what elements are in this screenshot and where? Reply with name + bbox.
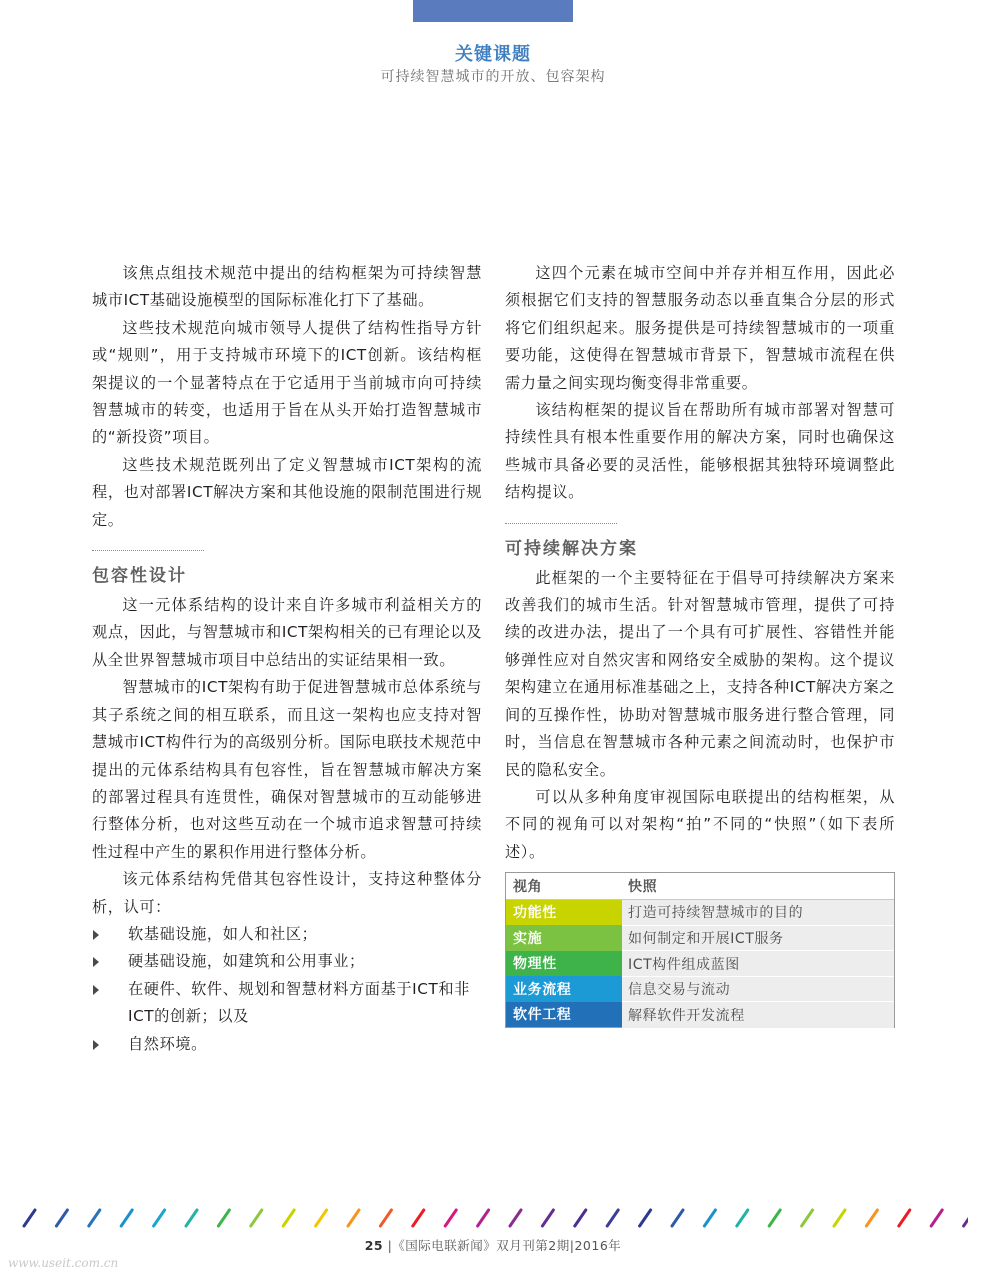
stripe [413, 1210, 424, 1226]
stripe [834, 1210, 845, 1226]
page-footer [0, 1236, 986, 1254]
table-row [506, 951, 894, 977]
paragraph: 这一元体系结构的设计来自许多城市利益相关方的观点，因此，与智慧城市和ICT架构相关的已有理论以及从全世界智慧城市项目中总结出的实证结果相一致。 [92, 596, 482, 669]
publication-info: |《国际电联新闻》双月刊第2期|2016年 [387, 1238, 622, 1253]
stripe [802, 1210, 813, 1226]
section-divider [505, 523, 617, 524]
stripe [737, 1210, 748, 1226]
stripe [445, 1210, 456, 1226]
paragraph: 该结构框架的提议旨在帮助所有城市部署对智慧可持续性具有根本性重要作用的解决方案，同时也确保这些城市具备必要的灵活性，能够根据其独特环境调整此结构提议。 [505, 401, 895, 502]
stripe [931, 1210, 942, 1226]
list-item-text: 自然环境。 [128, 1034, 207, 1053]
stripe [964, 1210, 968, 1226]
list-item [92, 976, 482, 1031]
table-cell-view: 实施 [506, 925, 622, 951]
stripe [186, 1210, 197, 1226]
stripe [218, 1210, 229, 1226]
table-cell-view: 物理性 [506, 951, 622, 977]
stripe [510, 1210, 521, 1226]
table-cell-view: 功能性 [506, 900, 622, 926]
view-snapshot-table [505, 872, 895, 1028]
list-item-text: 在硬件、软件、规划和智慧材料方面基于ICT和非ICT的创新；以及 [128, 979, 470, 1026]
stripe [24, 1210, 35, 1226]
list-item-text: 软基础设施，如人和社区； [128, 924, 318, 943]
section-sustainable-solutions [505, 523, 895, 1028]
stripe [575, 1210, 586, 1226]
stripe [542, 1210, 553, 1226]
section-inclusive-design [92, 550, 482, 1058]
table-row [506, 925, 894, 951]
decorative-stripes [18, 1206, 968, 1230]
paragraph: 这些技术规范既列出了定义智慧城市ICT架构的流程，也对部署ICT解决方案和其他设施的限制范围进行规定。 [92, 455, 482, 529]
section-divider [92, 550, 204, 551]
table-row [506, 976, 894, 1002]
bullet-arrow-icon [93, 930, 99, 940]
section-title: 可持续解决方案 [505, 538, 638, 559]
stripe [56, 1210, 67, 1226]
stripe [704, 1210, 715, 1226]
section-title: 包容性设计 [92, 566, 187, 587]
stripe [154, 1210, 165, 1226]
stripe [607, 1210, 618, 1226]
bullet-arrow-icon [93, 985, 99, 995]
table-cell-snapshot: 打造可持续智慧城市的目的 [622, 900, 894, 926]
paragraph: 这些技术规范向城市领导人提供了结构性指导方针或“规则”，用于支持城市环境下的ICT创新。该结构框架提议的一个显著特点在于它适用于当前城市向可持续智慧城市的转变，也适用于旨在从头开始打造智慧城市的“新投资”项目。 [92, 318, 482, 447]
stripe [89, 1210, 100, 1226]
watermark: www.useit.com.cn [8, 1256, 119, 1270]
paragraph: 该元体系结构凭借其包容性设计，支持这种整体分析，认可： [92, 870, 482, 916]
stripe [640, 1210, 651, 1226]
table-cell-snapshot: 信息交易与流动 [622, 976, 894, 1003]
table-cell-view: 软件工程 [506, 1002, 622, 1028]
table-header-snapshot: 快照 [622, 873, 894, 899]
paragraph: 该焦点组技术规范中提出的结构框架为可持续智慧城市ICT基础设施模型的国际标准化打下了基础。 [92, 264, 482, 310]
right-column [505, 260, 895, 1028]
bullet-arrow-icon [93, 957, 99, 967]
table-cell-snapshot: ICT构件组成蓝图 [622, 950, 894, 977]
stripe [866, 1210, 877, 1226]
table-cell-view: 业务流程 [506, 976, 622, 1002]
stripe [380, 1210, 391, 1226]
stripe [251, 1210, 262, 1226]
table-body [506, 900, 894, 1028]
page-number: 25 [364, 1238, 384, 1253]
table-row [506, 900, 894, 926]
paragraph: 此框架的一个主要特征在于倡导可持续解决方案来改善我们的城市生活。针对智慧城市管理，提供了可持续的改进办法，提出了一个具有可扩展性、容错性并能够弹性应对自然灾害和网络安全威胁的架构。这个提议架构建立在通用标准基础之上，支持各种ICT解决方案之间的互操作性，协助对智慧城市服务进行整合管理，同时，当信息在智慧城市各种元素之间流动时，也保护市民的隐私安全。 [505, 568, 895, 779]
stripe [283, 1210, 294, 1226]
table-row [506, 1002, 894, 1028]
header-subtitle: 可持续智慧城市的开放、包容架构 [380, 69, 606, 85]
stripe [899, 1210, 910, 1226]
list-item [92, 1031, 482, 1058]
left-column [92, 260, 482, 1058]
paragraph: 智慧城市的ICT架构有助于促进智慧城市总体系统与其子系统之间的相互联系，而且这一架构也应支持对智慧城市ICT构件行为的高级别分析。国际电联技术规范中提出的元体系结构具有包容性，旨在智慧城市解决方案的部署过程具有连贯性，确保对智慧城市的互动能够进行整体分析，也对这些互动在一个城市追求智慧可持续性过程中产生的累积作用进行整体分析。 [92, 678, 482, 861]
stripe [121, 1210, 132, 1226]
header-title: 关键课题 [455, 44, 531, 65]
stripe [478, 1210, 489, 1226]
table-header-row [506, 873, 894, 900]
bullet-list [92, 921, 482, 1058]
paragraph: 这四个元素在城市空间中并存并相互作用，因此必须根据它们支持的智慧服务动态以垂直集合分层的形式将它们组织起来。服务提供是可持续智慧城市的一项重要功能，这使得在智慧城市背景下，智慧城市流程在供需力量之间实现均衡变得非常重要。 [505, 264, 895, 392]
stripe [316, 1210, 327, 1226]
paragraph: 可以从多种角度审视国际电联提出的结构框架，从不同的视角可以对架构“拍”不同的“快照”（如下表所述）。 [505, 787, 895, 861]
bullet-arrow-icon [93, 1040, 99, 1050]
stripe [769, 1210, 780, 1226]
table-header-view: 视角 [513, 878, 543, 895]
list-item [92, 948, 482, 975]
header-color-tab [413, 0, 573, 22]
table-cell-snapshot: 解释软件开发流程 [622, 1001, 894, 1028]
stripe [348, 1210, 359, 1226]
list-item [92, 921, 482, 948]
list-item-text: 硬基础设施，如建筑和公用事业； [128, 952, 365, 971]
stripe [672, 1210, 683, 1226]
table-cell-snapshot: 如何制定和开展ICT服务 [622, 925, 894, 952]
